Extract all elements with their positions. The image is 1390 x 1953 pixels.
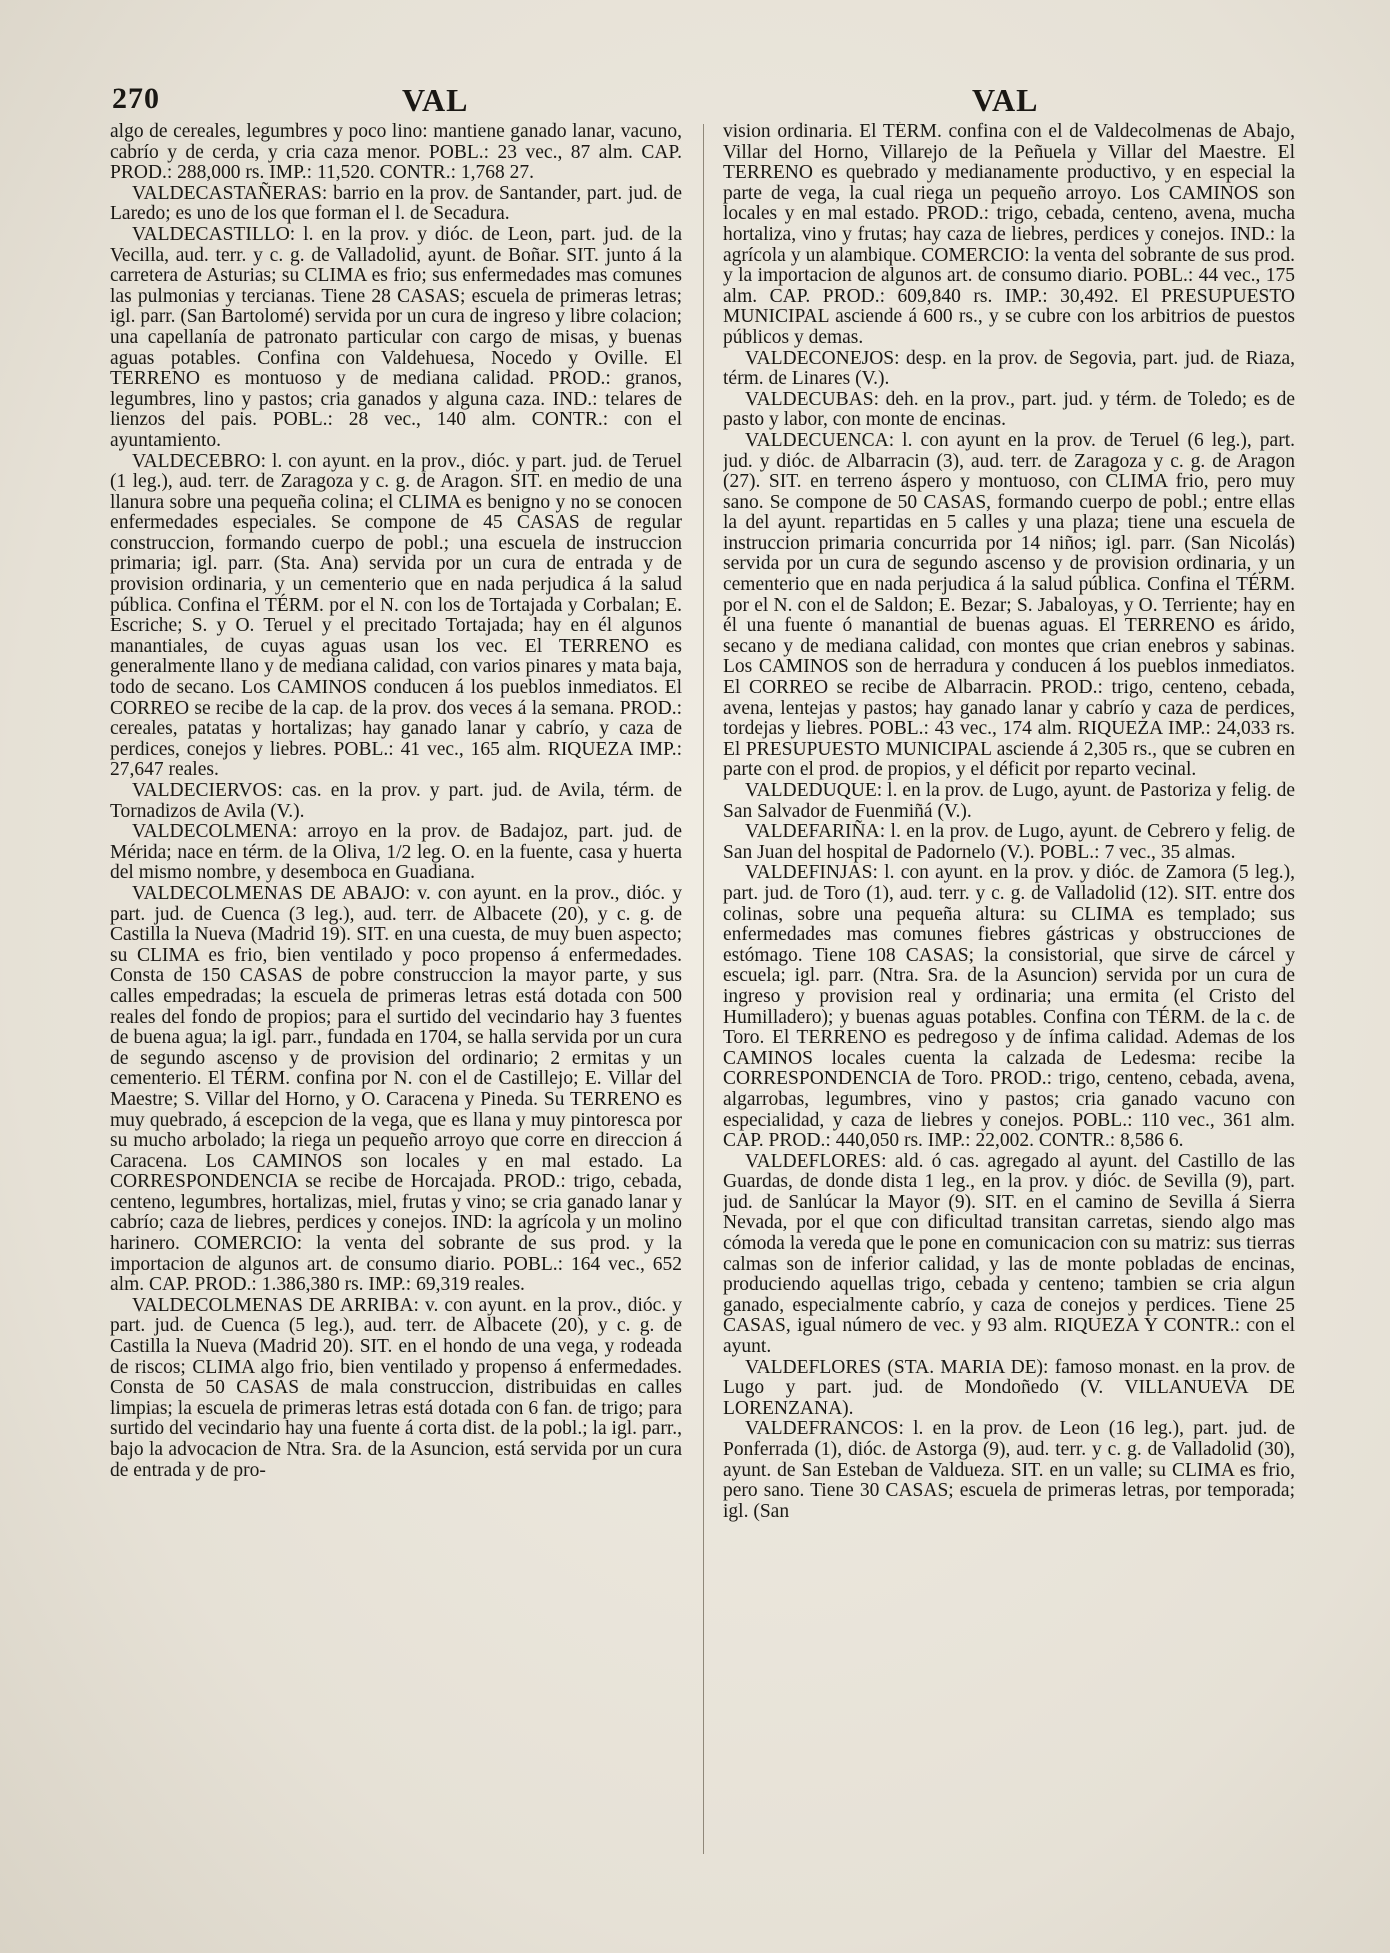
left-column xyxy=(110,122,682,1922)
dictionary-entry: VALDECIERVOS: cas. en la prov. y part. jud. de Avila, térm. de Tornadizos de Avila (V.). xyxy=(110,780,682,822)
running-head xyxy=(112,82,1292,122)
dictionary-entry: VALDECASTAÑERAS: barrio en la prov. de Santander, part. jud. de Laredo; es uno de los que forman el l. de Secadura. xyxy=(110,182,682,225)
dictionary-entry: VALDECEBRO: l. con ayunt. en la prov., dióc. y part. jud. de Teruel (1 leg.), aud. terr. de Zaragoza y c. g. de Aragon. SIT. en medio de una llanura sobre una pequeña colina; el CLIMA es benigno y no se conocen enfermedades especiales. Se compone de 45 CASAS de regular construccion, formando cuerpo de pobl.; una escuela de instruccion primaria; igl. parr. (Sta. Ana) servida por un cura de entrada y de provision ordinaria, y un cementerio que en nada perjudica á la salud pública. Confina el TÉRM. por el N. con los de Tortajada y Corbalan; E. Escriche; S. y O. Teruel y el precitado Tortajada; hay en él algunos manantiales, de cuyas aguas usan los vec. El TERRENO es generalmente llano y de mediana calidad, con varios pinares y mata baja, todo de secano. Los CAMINOS conducen á los pueblos inmediatos. El CORREO se recibe de la cap. de la prov. dos veces á la semana. PROD.: cereales, patatas y hortalizas; hay ganado lanar y cabrío, y caza de perdices, conejos y liebres. POBL.: 41 vec., 165 alm. RIQUEZA IMP.: 27,647 reales. xyxy=(110,450,682,781)
column-divider xyxy=(703,124,704,1854)
dictionary-entry: VALDEFRANCOS: l. en la prov. de Leon (16 leg.), part. jud. de Ponferrada (1), dióc. de Astorga (9), aud. terr. y c. g. de Valladolid (30), ayunt. de San Esteban de Valdueza. SIT. en un valle; su CLIMA es frio, pero sano. Tiene 30 CASAS; escuela de primeras letras, por temporada; igl. (San xyxy=(723,1418,1295,1522)
dictionary-entry: VALDECOLMENAS DE ARRIBA: v. con ayunt. en la prov., dióc. y part. jud. de Cuenca (5 leg.), aud. terr. de Albacete (20), y c. g. de Castilla la Nueva (Madrid 20). SIT. en el hondo de una vega, y rodeada de riscos; CLIMA algo frio, bien ventilado y propenso á enfermedades. Consta de 50 CASAS de mala construccion, distribuidas en calles limpias; la escuela de primeras letras está dotada con 6 fan. de trigo; para surtido del vecindario hay una fuente á corta dist. de la pobl.; la igl. parr., bajo la advocacion de Ntra. Sra. de la Asuncion, está servida por un cura de entrada y de pro- xyxy=(110,1294,682,1481)
dictionary-entry: VALDEDUQUE: l. en la prov. de Lugo, ayunt. de Pastoriza y felig. de San Salvador de Fuenmiñá (V.). xyxy=(723,780,1295,822)
dictionary-entry: VALDECASTILLO: l. en la prov. y dióc. de Leon, part. jud. de la Vecilla, aud. terr. y c. g. de Valladolid, ayunt. de Boñar. SIT. junto á la carretera de Asturias; su CLIMA es frio; sus enfermedades mas comunes las pulmonias y tercianas. Tiene 28 CASAS; escuela de primeras letras; igl. parr. (San Bartolomé) servida por un cura de ingreso y libre colacion; una capellanía de patronato particular con cargo de misas, y buenas aguas potables. Confina con Valdehuesa, Nocedo y Oville. El TERRENO es montuoso y de mediana calidad. PROD.: granos, legumbres, lino y pastos; cria ganados y alguna caza. IND.: telares de lienzos del pais. POBL.: 28 vec., 140 alm. CONTR.: con el ayuntamiento. xyxy=(110,223,682,451)
dictionary-entry: VALDECONEJOS: desp. en la prov. de Segovia, part. jud. de Riaza, térm. de Linares (V.). xyxy=(723,347,1295,390)
dictionary-entry: VALDEFLORES (STA. MARIA DE): famoso monast. en la prov. de Lugo y part. jud. de Mondoñedo (V. VILLANUEVA DE LORENZANA). xyxy=(723,1356,1295,1419)
dictionary-entry: VALDECUBAS: deh. en la prov., part. jud. y térm. de Toledo; es de pasto y labor, con monte de encinas. xyxy=(723,388,1295,431)
dictionary-entry: vision ordinaria. El TÉRM. confina con el de Valdecolmenas de Abajo, Villar del Horno, Villarejo de la Peñuela y Villar del Maestre. El TERRENO es quebrado y medianamente productivo, y en especial la parte de vega, la cual riega un pequeño arroyo. Los CAMINOS son locales y en mal estado. PROD.: trigo, cebada, centeno, avena, mucha hortaliza, vino y frutas; hay caza de liebres, perdices y conejos. IND.: la agrícola y un alambique. COMERCIO: la venta del sobrante de sus prod. y la importacion de algunos art. de consumo diario. POBL.: 44 vec., 175 alm. CAP. PROD.: 609,840 rs. IMP.: 30,492. El PRESUPUESTO MUNICIPAL asciende á 600 rs., y se cubre con los arbitrios de puestos públicos y demas. xyxy=(723,122,1295,348)
dictionary-entry: VALDEFLORES: ald. ó cas. agregado al ayunt. del Castillo de las Guardas, de donde dista 1 leg., en la prov. y dióc. de Sevilla (9), part. jud. de Sanlúcar la Mayor (9). SIT. en el camino de Sevilla á Sierra Nevada, por el que con dificultad transitan carretas, siendo algo mas cómoda la vereda que le pone en comunicacion con su matriz: sus tierras calmas son de inferior calidad, y las de monte pobladas de encinas, produciendo aquellas trigo, cebada y centeno; tambien se cria algun ganado, especialmente cabrío, y caza de conejos y perdices. Tiene 25 CASAS, igual número de vec. y 93 alm. RIQUEZA Y CONTR.: con el ayunt. xyxy=(723,1150,1295,1358)
header-right-guide-word: VAL xyxy=(972,82,1039,118)
right-column xyxy=(723,122,1295,1922)
dictionary-entry: VALDEFINJAS: l. con ayunt. en la prov. y dióc. de Zamora (5 leg.), part. jud. de Toro (1), aud. terr. y c. g. de Valladolid (12). SIT. entre dos colinas, sobre una pequeña altura: su CLIMA es templado; sus enfermedades mas comunes fiebres gástricas y obstrucciones de estómago. Tiene 108 CASAS; la consistorial, que sirve de cárcel y escuela; igl. parr. (Ntra. Sra. de la Asuncion) servida por un cura de ingreso y provision real y ordinaria; una ermita (el Cristo del Humilladero); y buenas aguas potables. Confina con TÉRM. de la c. de Toro. El TERRENO es pedregoso y de ínfima calidad. Ademas de los CAMINOS locales cuenta la calzada de Ledesma: recibe la CORRESPONDENCIA de Toro. PROD.: trigo, centeno, cebada, avena, algarrobas, legumbres, vino y pastos; cria ganado vacuno con especialidad, y caza de liebres y conejos. POBL.: 110 vec., 361 alm. CAP. PROD.: 440,050 rs. IMP.: 22,002. CONTR.: 8,586 6. xyxy=(723,862,1295,1152)
dictionary-entry: VALDECUENCA: l. con ayunt en la prov. de Teruel (6 leg.), part. jud. y dióc. de Albarracin (3), aud. terr. de Zaragoza y c. g. de Aragon (27). SIT. en terreno áspero y montuoso, con CLIMA frio, pero muy sano. Se compone de 50 CASAS, formando cuerpo de pobl.; entre ellas la del ayunt. repartidas en 5 calles y una plaza; tiene una escuela de instruccion primaria concurrida por 14 niños; igl. parr. (San Nicolás) servida por un cura de segundo ascenso y de provision ordinaria, y un cementerio que en nada perjudica á la salud pública. Confina el TÉRM. por el N. con el de Saldon; E. Bezar; S. Jabaloyas, y O. Terriente; hay en él una fuente ó manantial de buenas aguas. El TERRENO es árido, secano y de mediana calidad, con montes que crian enebros y sabinas. Los CAMINOS son de herradura y conducen á los pueblos inmediatos. El CORREO se recibe de Albarracin. PROD.: trigo, centeno, cebada, avena, lentejas y pastos; hay ganado lanar y cabrío y caza de perdices, tordejas y liebres. POBL.: 43 vec., 174 alm. RIQUEZA IMP.: 24,033 rs. El PRESUPUESTO MUNICIPAL asciende á 2,305 rs., que se cubren en parte con el prod. de propios, y el déficit por reparto vecinal. xyxy=(723,429,1295,781)
page-number: 270 xyxy=(112,82,160,115)
dictionary-entry: VALDECOLMENA: arroyo en la prov. de Badajoz, part. jud. de Mérida; nace en térm. de la Oliva, 1/2 leg. O. en la fuente, casa y huerta del mismo nombre, y desemboca en Guadiana. xyxy=(110,821,682,884)
dictionary-entry: algo de cereales, legumbres y poco lino: mantiene ganado lanar, vacuno, cabrío y de cerda, y cria caza menor. POBL.: 23 vec., 87 alm. CAP. PROD.: 288,000 rs. IMP.: 11,520. CONTR.: 1,768 27. xyxy=(110,122,682,184)
dictionary-entry: VALDEFARIÑA: l. en la prov. de Lugo, ayunt. de Cebrero y felig. de San Juan del hospital de Padornelo (V.). POBL.: 7 vec., 35 almas. xyxy=(723,821,1295,863)
dictionary-entry: VALDECOLMENAS DE ABAJO: v. con ayunt. en la prov., dióc. y part. jud. de Cuenca (3 leg.), aud. terr. de Albacete (20), y c. g. de Castilla la Nueva (Madrid 19). SIT. en una cuesta, de muy buen aspecto; su CLIMA es frio, bien ventilado y poco propenso á enfermedades. Consta de 150 CASAS de pobre construccion la mayor parte, y sus calles empedradas; la escuela de primeras letras está dotada con 500 reales del fondo de propios; para el surtido del vecindario hay 3 fuentes de buena agua; la igl. parr., fundada en 1704, se halla servida por un cura de segundo ascenso y de provision del ordinario; 2 ermitas y un cementerio. El TÉRM. confina por N. con el de Castillejo; E. Villar del Maestre; S. Villar del Horno, y O. Caracena y Pineda. Su TERRENO es muy quebrado, á escepcion de la vega, que es llana y muy pintoresca por su mucho arbolado; la riega un pequeño arroyo que corre en direccion á Caracena. Los CAMINOS son locales y en mal estado. La CORRESPONDENCIA se recibe de Horcajada. PROD.: trigo, cebada, centeno, legumbres, hortalizas, miel, frutas y vino; se cria ganado lanar y cabrío; caza de liebres, perdices y conejos. IND: la agrícola y un molino harinero. COMERCIO: la venta del sobrante de sus prod. y la importacion de algunos art. de consumo diario. POBL.: 164 vec., 652 alm. CAP. PROD.: 1.386,380 rs. IMP.: 69,319 reales. xyxy=(110,882,682,1296)
header-left-guide-word: VAL xyxy=(402,82,469,118)
